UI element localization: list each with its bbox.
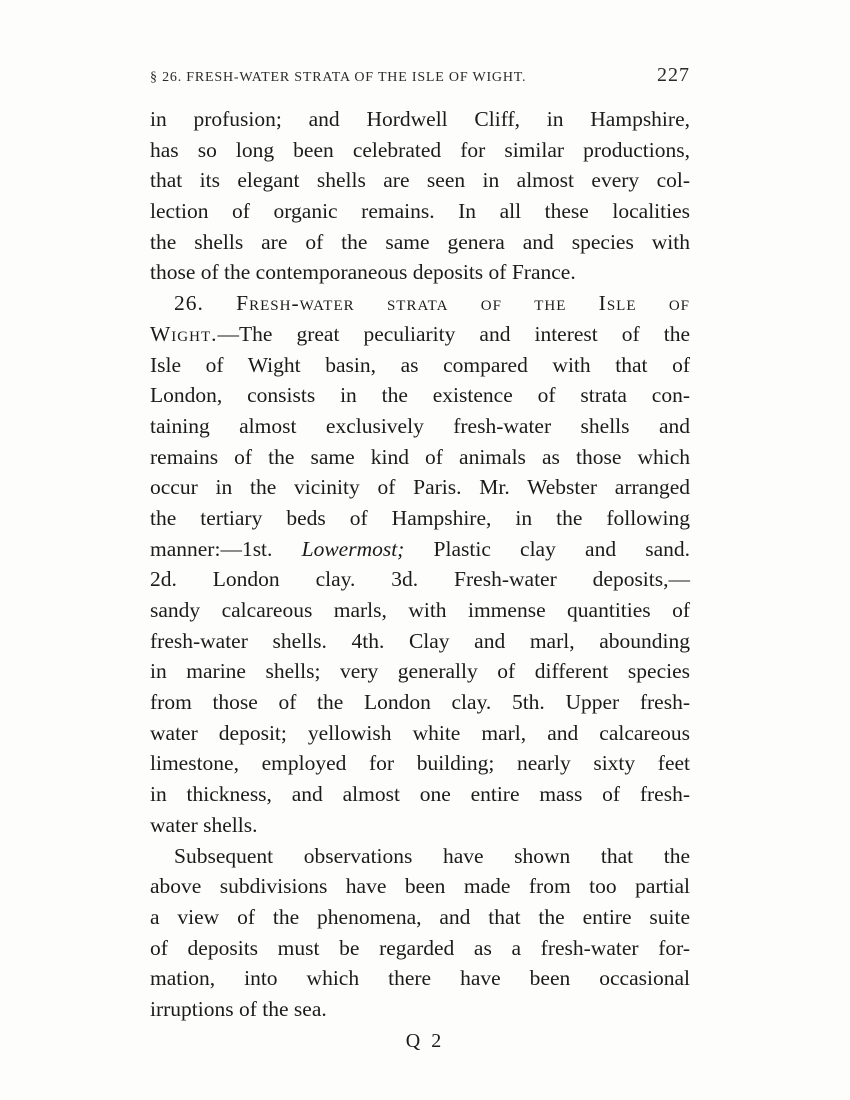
page-body xyxy=(150,104,690,1025)
text-line: sandy calcareous marls, with immense quantities of xyxy=(150,598,690,622)
section-heading-end: Wight. xyxy=(150,321,218,346)
text-line: above subdivisions have been made from too partial xyxy=(150,874,690,899)
section-heading: 26. Fresh-water strata of the Isle of xyxy=(174,291,690,316)
running-head-title: § 26. FRESH-WATER STRATA OF THE ISLE OF WIGHT. xyxy=(150,70,527,85)
text-line: manner:—1st. Lowermost; Plastic clay and sand. xyxy=(150,536,691,561)
text-line: from those of the London clay. 5th. Upper fresh- xyxy=(150,690,690,715)
text-line: limestone, employed for building; nearly sixty feet xyxy=(150,751,690,776)
text-line: the tertiary beds of Hampshire, in the following xyxy=(150,505,690,530)
signature-mark: Q 2 xyxy=(405,1030,445,1052)
text-line: irruptions of the sea. xyxy=(150,996,327,1021)
text-line: Isle of Wight basin, as compared with that of xyxy=(150,352,690,377)
text-line: Subsequent observations have shown that the xyxy=(174,843,690,868)
italic-term: Lowermost; xyxy=(301,536,405,561)
text-line: a view of the phenomena, and that the entire suite xyxy=(150,904,690,929)
text-line: that its elegant shells are seen in almost every col- xyxy=(150,168,690,193)
text-line: lection of organic remains. In all these localities xyxy=(150,199,690,224)
text-line: mation, into which there have been occasional xyxy=(150,966,690,991)
text-line: London, consists in the existence of strata con- xyxy=(150,383,690,408)
text-line: Wight.—The great peculiarity and interest of the xyxy=(150,321,690,346)
text-line: remains of the same kind of animals as those which xyxy=(150,444,690,469)
text-line: in thickness, and almost one entire mass of fresh- xyxy=(150,782,690,807)
text-line: those of the contemporaneous deposits of France. xyxy=(150,260,576,285)
text-line: of deposits must be regarded as a fresh-water for- xyxy=(150,935,690,960)
text-line: taining almost exclusively fresh-water shells and xyxy=(150,413,690,438)
text-line: in marine shells; very generally of different species xyxy=(150,659,690,684)
text-line: the shells are of the same genera and species with xyxy=(150,229,690,254)
page-number: 227 xyxy=(657,64,690,86)
text-line: 2d. London clay. 3d. Fresh-water deposits,— xyxy=(150,567,690,592)
text-line: water shells. xyxy=(150,812,258,837)
text-line: occur in the vicinity of Paris. Mr. Webster arranged xyxy=(150,475,690,500)
text-line: has so long been celebrated for similar productions, xyxy=(150,137,690,162)
text-line: in profusion; and Hordwell Cliff, in Hampshire, xyxy=(150,107,690,131)
text-line: water deposit; yellowish white marl, and calcareous xyxy=(150,720,690,745)
text-line: fresh-water shells. 4th. Clay and marl, abounding xyxy=(150,628,690,653)
section-heading-line xyxy=(150,288,690,319)
running-head xyxy=(150,64,690,86)
